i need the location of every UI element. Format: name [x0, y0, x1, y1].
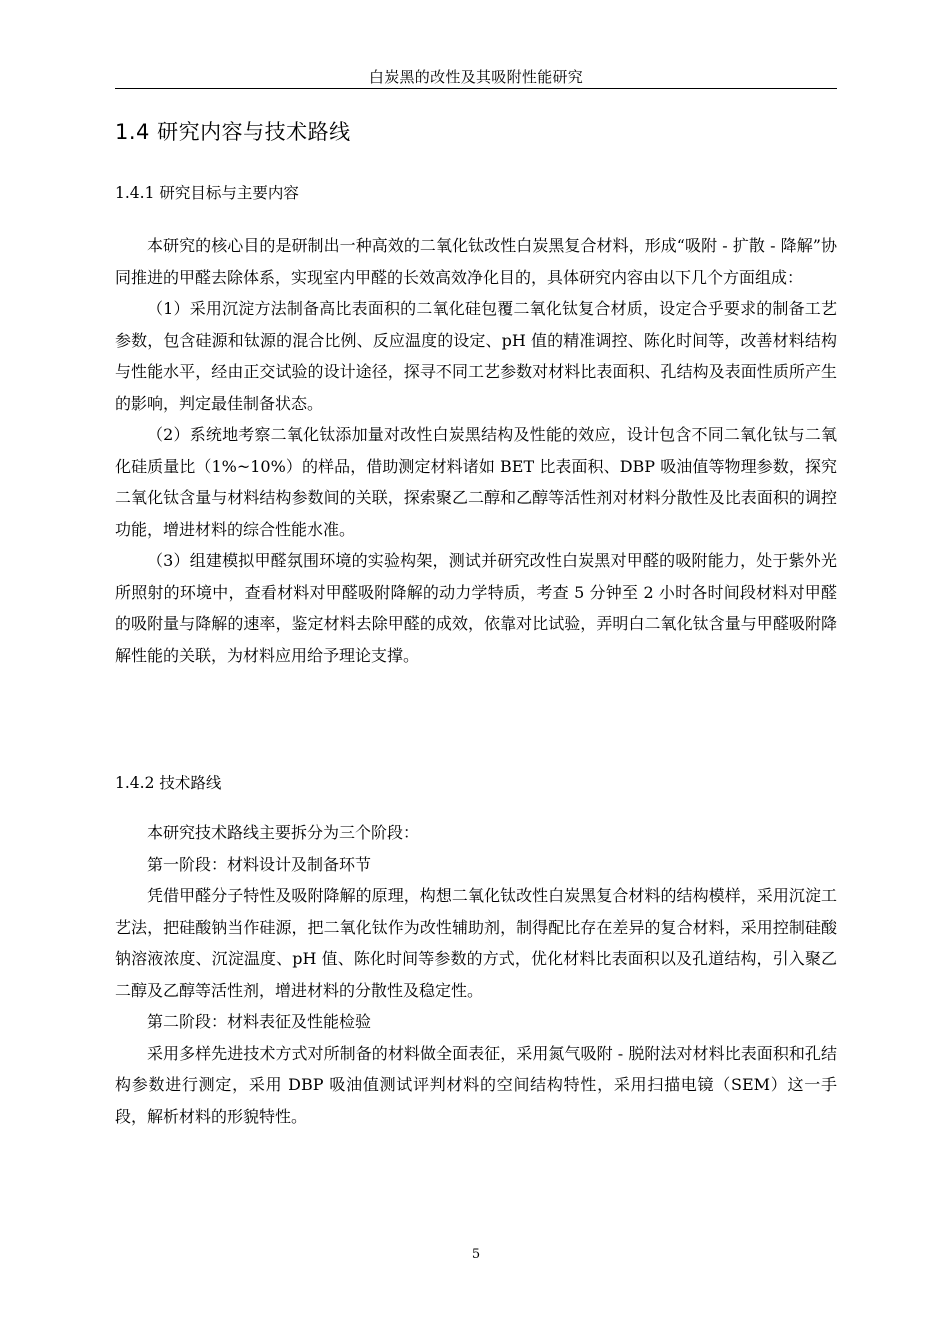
subsection-title-1-4-1: 1.4.1 研究目标与主要内容: [115, 184, 299, 202]
paragraph-item-1: （1）采用沉淀方法制备高比表面积的二氧化硅包覆二氧化钛复合材质，设定合乎要求的制备工艺参数，包含硅源和钛源的混合比例、反应温度的设定、pH 值的精准调控、陈化时间等，改善材料结构与性能水平，经由正交试验的设计途径，探寻不同工艺参数对材料比表面积、孔结构及表面性质所产生的影响，判定最佳制备状态。: [115, 299, 837, 413]
paragraph-stage-2-body: 采用多样先进技术方式对所制备的材料做全面表征，采用氮气吸附 - 脱附法对材料比表面积和孔结构参数进行测定，采用 DBP 吸油值测试评判材料的空间结构特性，采用扫描电镜（SEM）这一手段，解析材料的形貌特性。: [115, 1043, 837, 1126]
paragraph-route-intro: 本研究技术路线主要拆分为三个阶段：: [147, 823, 420, 842]
paragraph-stage-1-heading: 第一阶段：材料设计及制备环节: [147, 854, 372, 874]
paragraph-item-3: （3）组建模拟甲醛氛围环境的实验构架，测试并研究改性白炭黑对甲醛的吸附能力，处于紫外光所照射的环境中，查看材料对甲醛吸附降解的动力学特质，考查 5 分钟至 2 小时各时间段材料对甲醛的吸附量与降解的速率，鉴定材料去除甲醛的成效，依靠对比试验，弄明白二氧化钛含量与甲醛吸附降解性能的关联，为材料应用给予理论支撑。: [115, 551, 837, 665]
running-header: 白炭黑的改性及其吸附性能研究: [368, 68, 584, 86]
subsection-title-1-4-2: 1.4.2 技术路线: [115, 774, 222, 792]
subsection-1-body: [115, 230, 837, 671]
page-number: 5: [471, 1247, 481, 1262]
paragraph-intro: 本研究的核心目的是研制出一种高效的二氧化钛改性白炭黑复合材料，形成“吸附 - 扩散 - 降解”协同推进的甲醛去除体系，实现室内甲醛的长效高效净化目的，具体研究内容由以下几个方面组成：: [115, 236, 837, 287]
paragraph-stage-1-body: 凭借甲醛分子特性及吸附降解的原理，构想二氧化钛改性白炭黑复合材料的结构模样，采用沉淀工艺法，把硅酸钠当作硅源，把二氧化钛作为改性辅助剂，制得配比存在差异的复合材料，采用控制硅酸钠溶液浓度、沉淀温度、pH 值、陈化时间等参数的方式，优化材料比表面积以及孔道结构，引入聚乙二醇及乙醇等活性剂，增进材料的分散性及稳定性。: [115, 886, 837, 1000]
paragraph-item-2: （2）系统地考察二氧化钛添加量对改性白炭黑结构及性能的效应，设计包含不同二氧化钛与二氧化硅质量比（1%~10%）的样品，借助测定材料诸如 BET 比表面积、DBP 吸油值等物理参数，探究二氧化钛含量与材料结构参数间的关联，探索聚乙二醇和乙醇等活性剂对材料分散性及比表面积的调控功能，增进材料的综合性能水准。: [115, 425, 837, 539]
subsection-2-body: [115, 817, 837, 1132]
header-rule: [115, 88, 837, 89]
section-title: 1.4 研究内容与技术路线: [115, 120, 351, 144]
paragraph-stage-2-heading: 第二阶段：材料表征及性能检验: [147, 1012, 372, 1031]
